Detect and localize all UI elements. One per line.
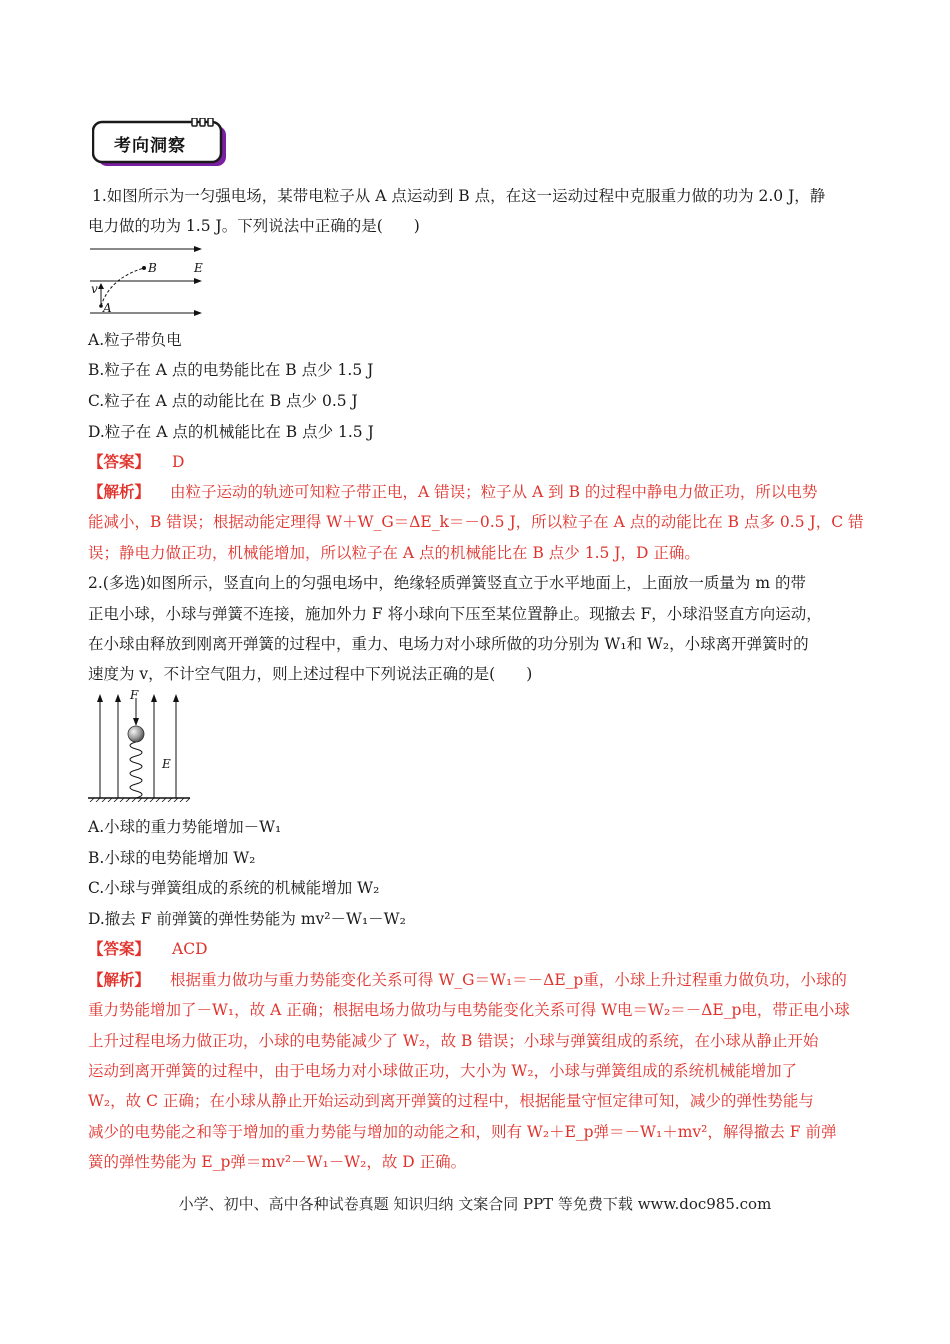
q1-explain-tag: 【解析】: [88, 482, 151, 501]
q2-explain-line-5: W₂，故 C 正确；在小球从静止开始运动到离开弹簧的过程中，根据能量守恒定律可知，减少的弹性势能与: [88, 1092, 814, 1110]
label-F: F: [130, 690, 139, 702]
label-B: B: [148, 261, 157, 275]
q2-explain-line-4: 运动到离开弹簧的过程中，由于电场力对小球做正功，大小为 W₂，小球与弹簧组成的系统机械能增加了: [88, 1062, 798, 1080]
q1-answer-tag: 【答案】: [88, 452, 151, 471]
section-title: 考向洞察: [114, 136, 186, 156]
q2-stem-line-1: 2.(多选)如图所示，竖直向上的匀强电场中，绝缘轻质弹簧竖直立于水平地面上，上面放一质量为 m 的带: [88, 574, 806, 592]
q1-answer-row: [88, 452, 870, 472]
ball: [128, 726, 144, 742]
q2-explain-line-6: 减少的电势能之和等于增加的重力势能与增加的动能之和，则有 W₂＋E_p弹＝－W₁＋mv²，解得撤去 F 前弹: [88, 1123, 837, 1141]
label-E: E: [194, 261, 203, 275]
force-arrow-head: [133, 718, 139, 726]
q1-explain-line-2: 能减小，B 错误；根据动能定理得 W＋W_G＝ΔE_k＝－0.5 J，所以粒子在 A 点的动能比在 B 点多 0.5 J，C 错: [88, 513, 864, 531]
label-v: v: [91, 282, 98, 296]
q2-explain-line-2: 重力势能增加了－W₁，故 A 正确；根据电场力做功与电势能变化关系可得 W电＝W₂＝－ΔE_p电，带正电小球: [88, 1001, 850, 1019]
arrow-head-bottom: [194, 310, 202, 316]
q2-answer-row: [88, 939, 870, 959]
spring-coil: [130, 742, 142, 798]
q1-option-c: C.粒子在 A 点的动能比在 B 点少 0.5 J: [88, 392, 358, 410]
q1-option-d: D.粒子在 A 点的机械能比在 B 点少 1.5 J: [88, 423, 374, 441]
q1-answer: D: [172, 453, 185, 471]
point-B: [142, 266, 146, 270]
q1-option-a: A.粒子带负电: [88, 331, 182, 349]
q2-option-d: D.撤去 F 前弹簧的弹性势能为 mv²－W₁－W₂: [88, 910, 406, 928]
label-A: A: [103, 301, 112, 315]
q1-stem-line-2: 电力做的功为 1.5 J。下列说法中正确的是( ): [88, 217, 420, 235]
q2-stem-line-2: 正电小球，小球与弹簧不连接，施加外力 F 将小球向下压至某位置静止。现撤去 F，小球沿竖直方向运动，: [88, 605, 822, 623]
q2-explain-line-3: 上升过程电场力做正功，小球的电势能减少了 W₂，故 B 错误；小球与弹簧组成的系统，在小球从静止开始: [88, 1032, 819, 1050]
q2-spring-diagram: [86, 690, 194, 802]
q1-explain-row-1: [88, 482, 870, 502]
q1-stem-line-1: 1.如图所示为一匀强电场，某带电粒子从 A 点运动到 B 点，在这一运动过程中克服重力做的功为 2.0 J，静: [92, 187, 826, 205]
q1-explain-line-1: 由粒子运动的轨迹可知粒子带正电，A 错误；粒子从 A 到 B 的过程中静电力做正功，所以电势: [170, 483, 818, 501]
velocity-arrow-head: [98, 283, 104, 289]
q2-stem-line-3: 在小球由释放到刚离开弹簧的过程中，重力、电场力对小球所做的功分别为 W₁和 W₂，小球离开弹簧时的: [88, 635, 809, 653]
q2-answer-tag: 【答案】: [88, 939, 151, 958]
q1-option-b: B.粒子在 A 点的电势能比在 B 点少 1.5 J: [88, 361, 374, 379]
arrow-head-1: [97, 694, 103, 702]
section-badge: [92, 118, 232, 170]
arrow-head-3: [151, 694, 157, 702]
q1-explain-line-3: 误；静电力做正功，机械能增加，所以粒子在 A 点的机械能比在 B 点少 1.5 J，D 正确。: [88, 544, 700, 562]
arrow-head-middle: [194, 278, 202, 284]
label-E: E: [162, 757, 171, 771]
q1-field-diagram: [86, 240, 204, 320]
q2-answer: ACD: [172, 940, 208, 958]
q2-option-c: C.小球与弹簧组成的系统的机械能增加 W₂: [88, 879, 380, 897]
q2-explain-line-1: 根据重力做功与重力势能变化关系可得 W_G＝W₁＝－ΔE_p重，小球上升过程重力做负功，小球的: [170, 971, 847, 989]
arrow-head-2: [115, 694, 121, 702]
q2-option-a: A.小球的重力势能增加－W₁: [88, 818, 282, 836]
page-footer: 小学、初中、高中各种试卷真题 知识归纳 文案合同 PPT 等免费下载 www.doc985.com: [178, 1195, 772, 1213]
q2-explain-row-1: [88, 970, 870, 990]
q2-explain-tag: 【解析】: [88, 970, 151, 989]
arrow-head-4: [173, 694, 179, 702]
q2-option-b: B.小球的电势能增加 W₂: [88, 849, 256, 867]
q2-stem-line-4: 速度为 v，不计空气阻力，则上述过程中下列说法正确的是( ): [88, 665, 533, 683]
q2-explain-line-7: 簧的弹性势能为 E_p弹＝mv²－W₁－W₂，故 D 正确。: [88, 1153, 467, 1171]
arrow-head-top: [194, 246, 202, 252]
